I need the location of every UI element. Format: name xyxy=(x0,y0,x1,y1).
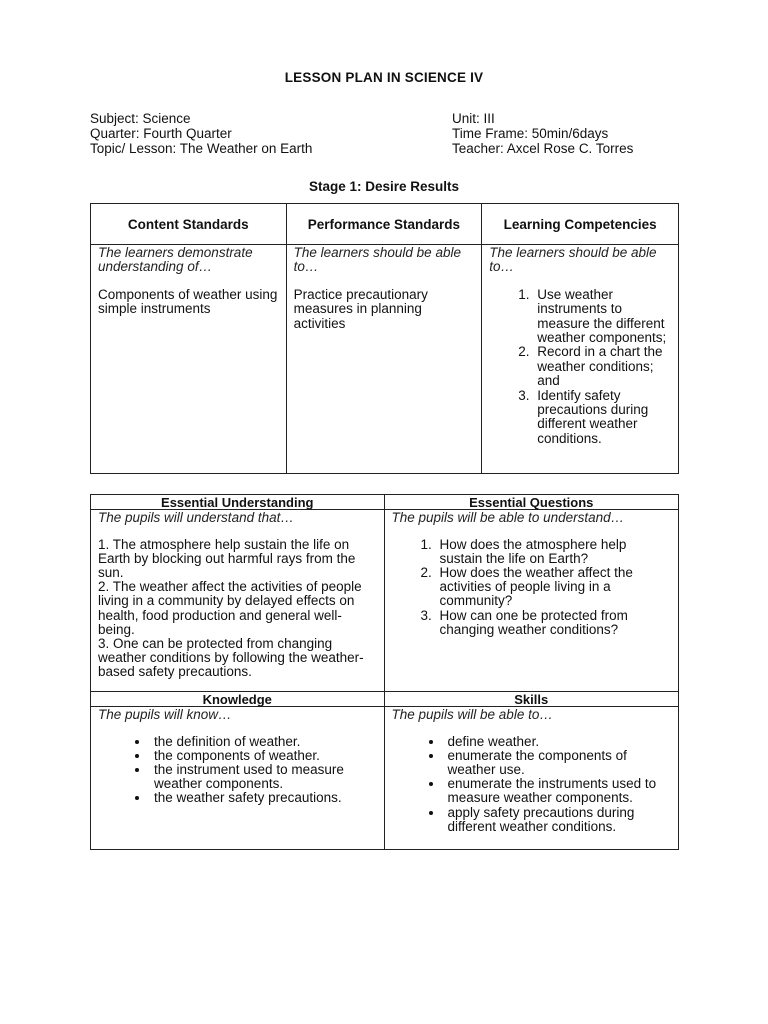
teacher-line: Teacher: Axcel Rose C. Torres xyxy=(452,141,634,156)
knowledge-intro: The pupils will know… xyxy=(98,707,232,722)
essential-questions-intro: The pupils will be able to understand… xyxy=(391,510,625,525)
list-item: 2. How does the weather affect the activities of people living in a community? xyxy=(436,566,672,608)
list-item: 1. The atmosphere help sustain the life on Earth by blocking out harmful rays from the sun. xyxy=(98,537,356,581)
list-item: 1. Use weather instruments to measure the different weather components; xyxy=(533,288,671,346)
essential-understanding-cell xyxy=(91,510,385,692)
essential-questions-cell xyxy=(384,510,679,692)
standards-table xyxy=(90,203,679,474)
content-standards-intro: The learners demonstrate understanding of… xyxy=(98,245,253,275)
header-essential-questions: Essential Questions xyxy=(384,495,679,510)
list-item: • define weather. xyxy=(444,735,672,749)
understanding-table xyxy=(90,494,679,850)
list-item: • the weather safety precautions. xyxy=(150,791,377,805)
header-content-standards: Content Standards xyxy=(91,204,287,245)
header-knowledge: Knowledge xyxy=(91,692,385,707)
unit-line: Unit: III xyxy=(452,111,495,126)
list-item: • the definition of weather. xyxy=(150,735,377,749)
subject-line: Subject: Science xyxy=(90,111,191,126)
learning-competencies-intro: The learners should be able to… xyxy=(489,245,657,275)
header-essential-understanding: Essential Understanding xyxy=(91,495,385,510)
topic-line: Topic/ Lesson: The Weather on Earth xyxy=(90,141,313,156)
list-item: • apply safety precautions during different weather conditions. xyxy=(444,806,672,834)
essential-questions-list xyxy=(392,538,672,637)
performance-standards-cell xyxy=(286,245,482,474)
skills-list xyxy=(392,735,672,834)
header-skills: Skills xyxy=(384,692,679,707)
meta-right-block xyxy=(452,111,633,156)
standards-body-row xyxy=(91,245,679,474)
performance-standards-body: Practice precautionary measures in planning activities xyxy=(293,286,428,331)
list-item: • enumerate the instruments used to measure weather components. xyxy=(444,777,672,805)
understanding-body-row xyxy=(91,510,679,692)
content-standards-cell xyxy=(91,245,287,474)
list-item: • the components of weather. xyxy=(150,749,377,763)
competencies-list xyxy=(489,288,671,446)
standards-header-row xyxy=(91,204,679,245)
understanding-header-row xyxy=(91,495,679,510)
knowledge-skills-header-row xyxy=(91,692,679,707)
quarter-line: Quarter: Fourth Quarter xyxy=(90,126,232,141)
list-item: 3. One can be protected from changing weather conditions by following the weather-based safety precautions. xyxy=(98,635,364,679)
list-item: • enumerate the components of weather use. xyxy=(444,749,672,777)
content-standards-body: Components of weather using simple instruments xyxy=(98,286,278,317)
time-frame-line: Time Frame: 50min/6days xyxy=(452,126,609,141)
performance-standards-intro: The learners should be able to… xyxy=(293,245,461,275)
knowledge-cell xyxy=(91,707,385,850)
knowledge-list xyxy=(98,735,377,805)
list-item: 3. How can one be protected from changing weather conditions? xyxy=(436,609,672,637)
skills-cell xyxy=(384,707,679,850)
skills-intro: The pupils will be able to… xyxy=(391,707,553,722)
list-item: 2. Record in a chart the weather conditions; and xyxy=(533,345,671,388)
list-item: 3. Identify safety precautions during different weather conditions. xyxy=(533,389,671,447)
stage-title: Stage 1: Desire Results xyxy=(308,179,460,194)
knowledge-skills-body-row xyxy=(91,707,679,850)
header-performance-standards: Performance Standards xyxy=(286,204,482,245)
meta-left-block xyxy=(90,111,312,156)
list-item: • the instrument used to measure weather components. xyxy=(150,763,377,791)
list-item: 2. The weather affect the activities of people living in a community by delayed effects on health, food production and general well-being. xyxy=(98,579,362,637)
learning-competencies-cell xyxy=(482,245,679,474)
header-learning-competencies: Learning Competencies xyxy=(482,204,679,245)
list-item: 1. How does the atmosphere help sustain the life on Earth? xyxy=(436,538,672,566)
document-title: LESSON PLAN IN SCIENCE IV xyxy=(284,70,484,85)
essential-understanding-intro: The pupils will understand that… xyxy=(98,510,294,525)
